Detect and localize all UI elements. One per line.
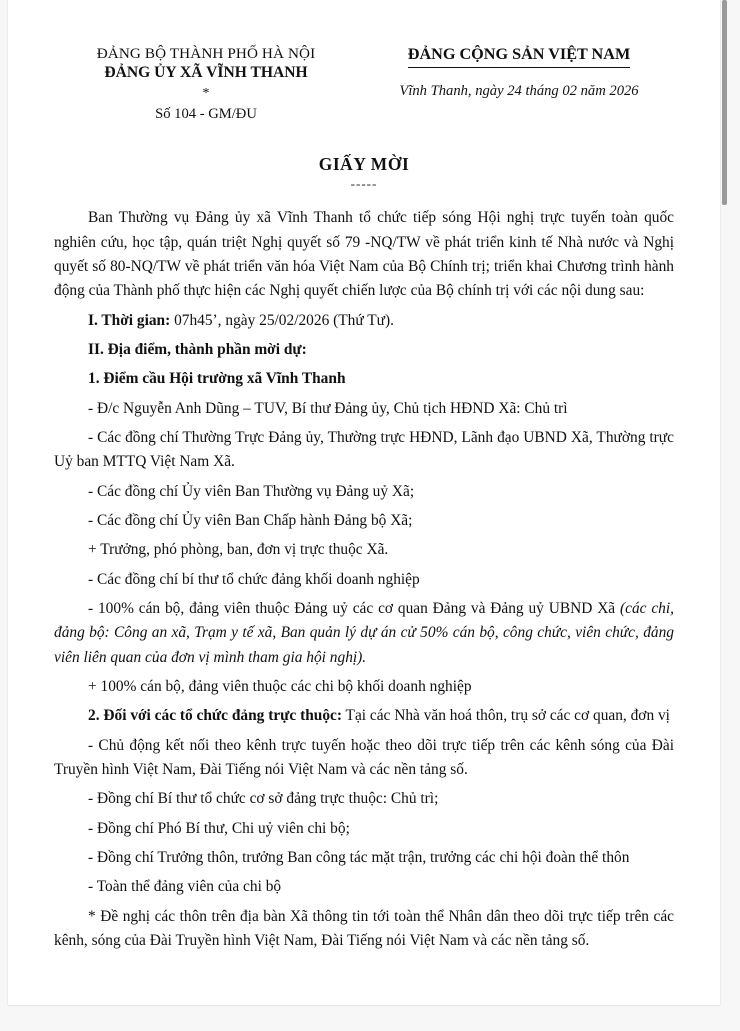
list-item-text: - 100% cán bộ, đảng viên thuộc Đảng uỷ các cơ quan Đảng và Đảng uỷ UBND Xã	[88, 600, 620, 618]
document-page	[8, 0, 720, 1005]
list-item-with-note	[54, 597, 674, 670]
list-item: - Toàn thể đảng viên của chi bộ	[88, 878, 282, 896]
title-block	[54, 154, 674, 192]
section-time	[54, 309, 674, 333]
section-time-value: 07h45’, ngày 25/02/2026 (Thứ Tư).	[170, 311, 394, 329]
subsection-2	[54, 704, 674, 728]
list-item: - Các đồng chí Ủy viên Ban Chấp hành Đảng bộ Xã;	[88, 512, 413, 530]
subsection-2-label: 2. Đối với các tổ chức đảng trực thuộc:	[88, 707, 342, 725]
title-divider: -----	[350, 176, 378, 192]
list-item: - Các đồng chí bí thư tổ chức đảng khối doanh nghiệp	[88, 570, 420, 588]
issuing-authority-block	[54, 44, 364, 124]
page-title: GIẤY MỜI	[318, 154, 410, 175]
parent-organization-line: ĐẢNG BỘ THÀNH PHỐ HÀ NỘI	[96, 45, 316, 62]
section-time-label: I. Thời gian:	[88, 311, 171, 329]
section-place	[54, 338, 674, 362]
subsection-2-value: Tại các Nhà văn hoá thôn, trụ sở các cơ quan, đơn vị	[341, 707, 670, 725]
document-number: Số 104 - GM/ĐU	[155, 106, 257, 123]
list-item: - Đồng chí Trưởng thôn, trưởng Ban công tác mặt trận, trưởng các chi hội đoàn thể thôn	[88, 849, 630, 866]
list-item: - Đ/c Nguyễn Anh Dũng – TUV, Bí thư Đảng ủy, Chủ tịch HĐND Xã: Chủ trì	[88, 399, 568, 417]
list-item: + 100% cán bộ, đảng viên thuộc các chi bộ khối doanh nghiệp	[88, 678, 472, 696]
place-and-date: Vĩnh Thanh, ngày 24 tháng 02 năm 2026	[399, 83, 639, 100]
national-heading-block	[364, 44, 674, 100]
document-header	[54, 44, 674, 124]
document-body	[54, 206, 674, 953]
intro-paragraph: Ban Thường vụ Đảng ủy xã Vĩnh Thanh tổ chức tiếp sóng Hội nghị trực tuyến toàn quốc nghiên cứu, học tập, quán triệt Nghị quyết số 79 -NQ/TW về phát triển kinh tế Nhà nước và Nghị quyết số 80-NQ/TW về phát triển văn hóa Việt Nam của Bộ Chính trị; triển khai Chương trình hành động của Thành phố thực hiện các Nghị quyết chiến lược của Bộ chính trị với các nội dung sau:	[54, 209, 674, 300]
closing-note: * Đề nghị các thôn trên địa bàn Xã thông tin tới toàn thể Nhân dân theo dõi trực tiếp trên các kênh, sóng của Đài Truyền hình Việt Nam, Đài Tiếng nói Việt Nam và các nền tảng số.	[54, 907, 674, 949]
list-item: - Đồng chí Bí thư tổ chức cơ sở đảng trực thuộc: Chủ trì;	[88, 790, 439, 808]
subsection-1-label: 1. Điểm cầu Hội trường xã Vĩnh Thanh	[88, 370, 346, 388]
list-item: - Chủ động kết nối theo kênh trực tuyến hoặc theo dõi trực tiếp trên các kênh sóng của Đài Truyền hình Việt Nam, Đài Tiếng nói Việt Nam và các nền tảng số.	[54, 736, 674, 779]
list-item: - Đồng chí Phó Bí thư, Chi uỷ viên chi bộ;	[88, 819, 350, 837]
page-bottom-edge	[8, 1005, 720, 1006]
list-item: - Các đồng chí Thường Trực Đảng ủy, Thường trực HĐND, Lãnh đạo UBND Xã, Thường trực Uỷ ban MTTQ Việt Nam Xã.	[54, 429, 674, 471]
list-item: - Các đồng chí Ủy viên Ban Thường vụ Đảng uỷ Xã;	[88, 482, 415, 500]
section-place-label: II. Địa điểm, thành phần mời dự:	[88, 341, 307, 359]
list-item-parenthetical: (các chi, đảng bộ: Công an xã, Trạm y tế xã, Ban quản lý dự án cử 50% cán bộ, công chức, viên chức, đảng viên liên quan của đơn vị mình tham gia hội nghị).	[54, 600, 674, 666]
list-item: + Trưởng, phó phòng, ban, đơn vị trực thuộc Xã.	[88, 541, 389, 559]
scrollbar-thumb[interactable]	[722, 0, 727, 205]
national-motto: ĐẢNG CỘNG SẢN VIỆT NAM	[408, 44, 630, 68]
subsection-1	[54, 367, 674, 391]
separator-asterisk: *	[202, 86, 210, 102]
issuing-organization-line: ĐẢNG ỦY XÃ VĨNH THANH	[104, 64, 308, 81]
